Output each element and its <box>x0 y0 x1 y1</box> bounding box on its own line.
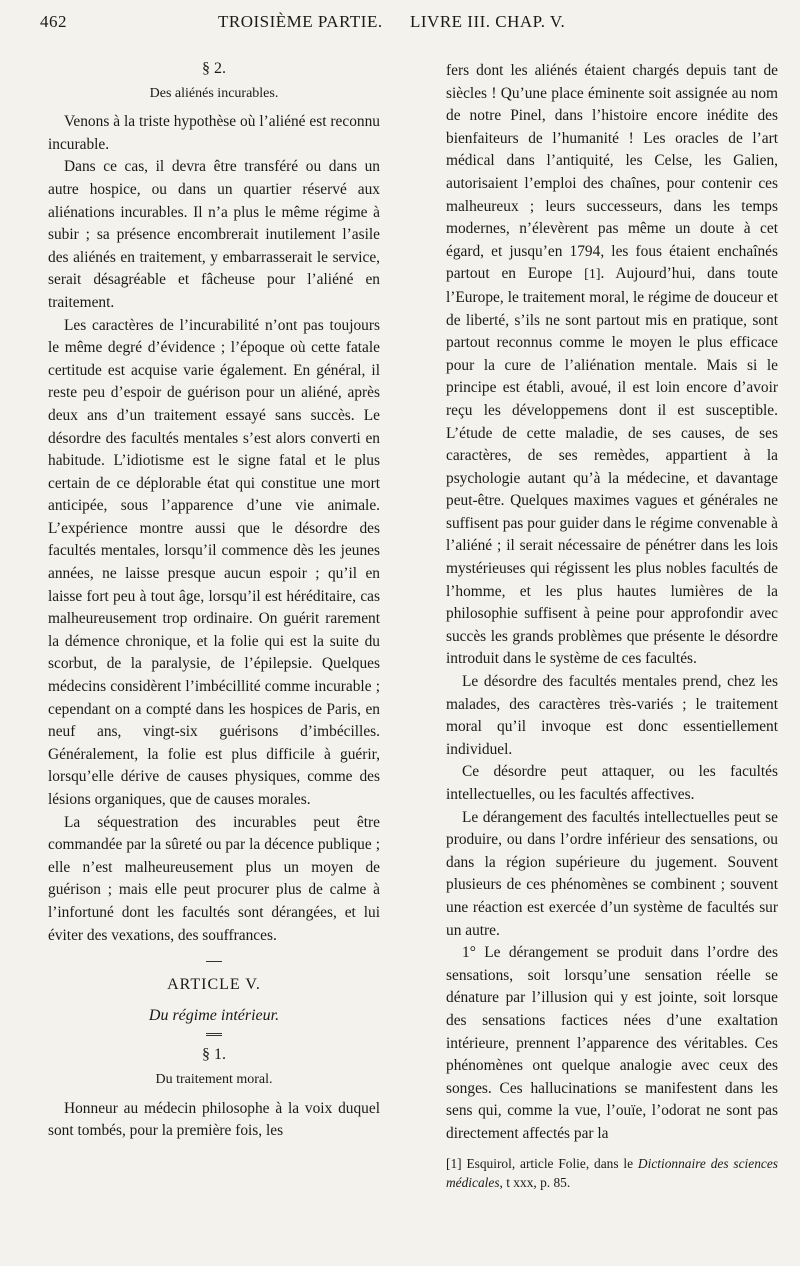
running-header <box>0 2 800 42</box>
divider-double <box>206 1033 222 1036</box>
paragraph: Le dérangement des facultés intellectuelles peut se produire, ou dans l’ordre inférieur des sensations, ou dans la région supérieure du jugement. Souvent plusieurs de ces phénomènes se combinent ; souvent une réaction est exercée d’un système de facultés sur un autre. <box>446 808 778 939</box>
section-number: § 2. <box>202 60 226 77</box>
footnote-text: , t xxx, p. 85. <box>499 1174 571 1190</box>
paragraph: Dans ce cas, il devra être transféré ou dans un autre hospice, ou dans un quartier réservé aux aliénations incurables. Il n’a plus le même régime à subir ; sa présence encombrerait inutilement l’asile des aliénés en traitement, y embarrasserait le service, serait désagréable et fâcheuse pour l’aliéné en traitement. <box>48 158 380 311</box>
paragraph: Ce désordre peut attaquer, ou les facultés intellectuelles, ou les facultés affectives. <box>446 763 778 803</box>
divider <box>206 961 222 962</box>
running-title-chapter: LIVRE III. CHAP. V. <box>410 12 566 31</box>
article-subtitle: Du régime intérieur. <box>148 1006 280 1024</box>
paragraph-text: fers dont les aliénés étaient chargés depuis tant de siècles ! Qu’une place éminente soit assignée au nom de notre Pinel, dans l’histoire encore inédite des bienfaiteurs de l’humanité ! Les oracles de l’art médical dans l’antiquité, les Celse, les Galien, autorisaient l’emploi des chaînes, pour contenir ces malheureux ; leurs successeurs, dans les temps modernes, n’élevèrent pas même un doute à cet égard, et jusqu’en 1794, les fous étaient enchaînés partout en Europe <box>446 62 778 283</box>
running-title-part: TROISIÈME PARTIE. <box>218 12 383 31</box>
paragraph: 1° Le dérangement se produit dans l’ordre des sensations, soit lorsqu’une sensation réelle se dénature par l’illusion qui y est jointe, soit lorsque des sensations factices nées d’une exaltation intérieure, prennent l’apparence des véritables. Ces phénomènes ont quelque analogie avec ceux des songes. Ces hallucinations se manifestent dans les sens qui, comme la vue, l’ouïe, l’odorat ne sont pas directement affectés par la <box>446 944 778 1142</box>
footnote-marker: [1] <box>446 1155 462 1171</box>
footnote-text: Esquirol, article Folie, dans le <box>466 1155 634 1171</box>
footnote <box>446 1154 778 1192</box>
article-heading: ARTICLE V. <box>167 976 261 994</box>
paragraph-text: . Aujourd’hui, dans toute l’Europe, le traitement moral, le régime de douceur et de liberté, s’ils ne sont partout mis en pratique, sont partout reconnus comme le moyen le plus efficace pour la cure de l’aliénation mentale. Mais si le principe est établi, avoué, il est loin encore d’avoir reçu les développemens dont il est susceptible. L’étude de cette maladie, de ses causes, de ses caractères, de ses remèdes, appartient à la psychologie autant qu’à la médecine, et davantage peut-être. Quelques maximes vagues et générales ne suffisent pas pour guider dans le régime convenable à l’aliéné ; il serait nécessaire de pénétrer dans les lois mystérieuses qui régissent les plus nobles facultés de l’homme, et les plus hautes lumières de la philosophie suffisent à peine pour approfondir avec succès les grands problèmes que présente le désordre introduit dans le système de ces facultés. <box>446 265 779 668</box>
footnote-work-title: Dictionnaire des sciences médicales <box>446 1155 778 1190</box>
subsection-number: § 1. <box>202 1046 226 1064</box>
paragraph <box>446 60 778 671</box>
section-title: Des aliénés incurables. <box>149 85 279 101</box>
paragraph: Honneur au médecin philosophe à la voix duquel sont tombés, pour la première fois, les <box>48 1099 380 1140</box>
left-column <box>48 54 380 1143</box>
page-number: 462 <box>40 12 67 31</box>
right-column <box>446 60 778 1192</box>
paragraph: Venons à la triste hypothèse où l’aliéné est reconnu incurable. <box>48 113 380 153</box>
subsection-title: Du traitement moral. <box>155 1071 273 1087</box>
paragraph: Les caractères de l’incurabilité n’ont pas toujours le même degré d’évidence ; l’époque où cette fatale certitude est acquise varie également. En général, il reste peu d’espoir de guérison pour un aliéné, après deux ans d’un traitement essayé sans succès. Le désordre des facultés mentales s’est alors converti en habitude. L’idiotisme est le signe fatal et le plus certain de ce déplorable état qui constitue une mort anticipée, sous l’apparence d’une vie animale. L’expérience montre aussi que le désordre des facultés mentales, lorsqu’il commence dès les jeunes années, ne laisse presque aucun espoir ; qu’il en laisse fort peu à tout âge, lorsqu’il est héréditaire, cas malheureusement trop ordinaire. On guérit rarement la démence chronique, et la folie qui est la suite du scorbut, de la paralysie, de l’épilepsie. Quelques médecins considèrent l’imbécillité comme incurable ; cependant on a compté dans les hospices de Paris, en neuf ans, vingt-six guérisons d’imbécilles. Généralement, la folie est plus difficile à guérir, lorsqu’elle dérive de causes physiques, comme des lésions organiques, que de causes morales. <box>48 316 380 808</box>
paragraph: La séquestration des incurables peut être commandée par la sûreté ou par la décence publique ; elle n’est malheureusement plus un moyen de guérison ; mais elle peut procurer plus de calme à l’infortuné dont les facultés sont dérangées, et lui éviter des vexations, des souffrances. <box>48 813 380 944</box>
paragraph: Le désordre des facultés mentales prend, chez les malades, des caractères très-variés ; le traitement moral qu’il invoque est donc essentiellement individuel. <box>446 673 778 758</box>
footnote-reference: [1] <box>584 267 601 283</box>
